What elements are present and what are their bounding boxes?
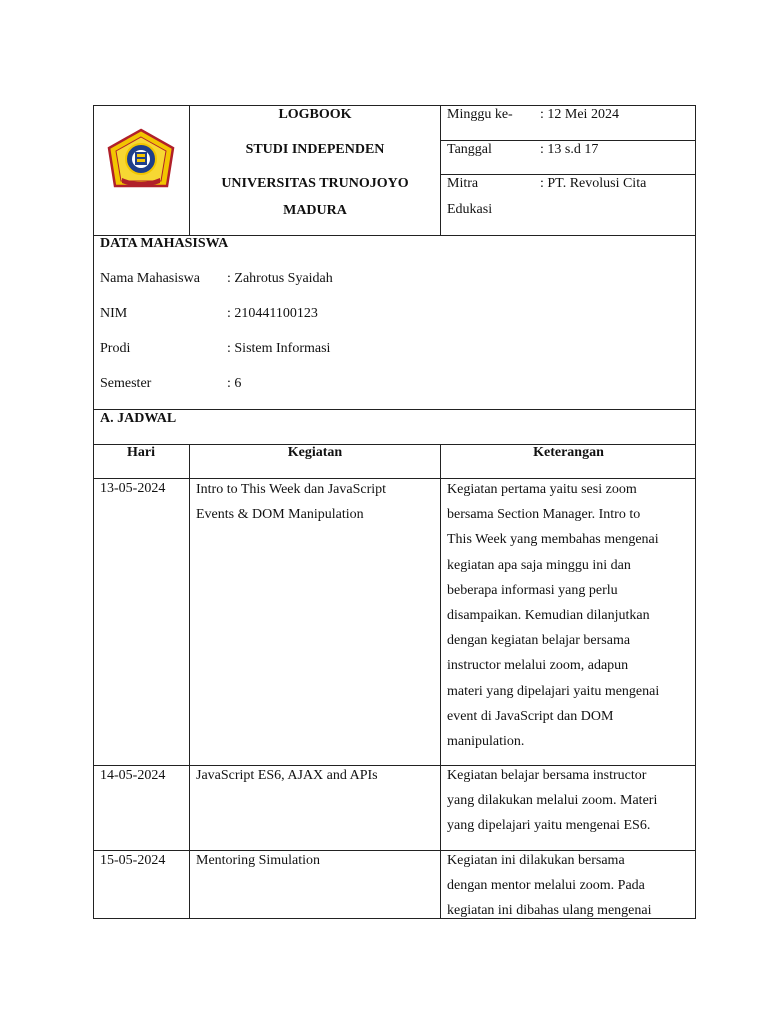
row-note (447, 763, 692, 839)
row-activity-line: Mentoring Simulation (196, 853, 321, 868)
week-value: : 12 Mei 2024 (540, 107, 619, 122)
column-header-hari: Hari (127, 445, 155, 460)
student-semester-label: Semester (100, 376, 152, 391)
row-activity-line: Intro to This Week dan JavaScript (196, 482, 387, 497)
schedule-section-title: A. JADWAL (100, 411, 177, 426)
divider (93, 409, 696, 410)
column-header-keterangan: Keterangan (533, 445, 604, 460)
header-subtitle: STUDI INDEPENDEN (245, 142, 385, 157)
row-note (447, 477, 692, 754)
university-logo (106, 128, 176, 194)
row-note-line: This Week yang membahas mengenai (447, 532, 659, 548)
header-title: LOGBOOK (278, 107, 352, 122)
header-university: UNIVERSITAS TRUNOJOYO (221, 176, 409, 191)
row-note-line: manipulation. (447, 734, 525, 750)
student-semester-value: : 6 (227, 376, 242, 391)
header-university-cont: MADURA (283, 203, 347, 218)
divider (440, 105, 441, 236)
row-note-line: dengan mentor melalui zoom. Pada (447, 878, 645, 894)
row-note-line: bersama Section Manager. Intro to (447, 507, 641, 523)
column-header-kegiatan: Kegiatan (287, 445, 343, 460)
date-label: Tanggal (447, 142, 492, 157)
student-prodi-value: : Sistem Informasi (227, 341, 331, 356)
student-name-label: Nama Mahasiswa (100, 271, 200, 286)
row-date: 14-05-2024 (100, 768, 166, 783)
row-note-line: event di JavaScript dan DOM (447, 708, 614, 724)
row-activity (196, 848, 438, 873)
row-activity (196, 477, 438, 527)
partner-label: Mitra (447, 176, 479, 191)
week-label: Minggu ke- (447, 107, 513, 122)
row-note-line: dengan kegiatan belajar bersama (447, 633, 631, 649)
row-note-line: Kegiatan ini dilakukan bersama (447, 853, 625, 868)
divider (189, 444, 190, 919)
student-section-title: DATA MAHASISWA (100, 236, 229, 251)
row-date: 13-05-2024 (100, 481, 166, 496)
row-activity-line: JavaScript ES6, AJAX and APIs (196, 768, 378, 783)
row-note-line: yang dilakukan melalui zoom. Materi (447, 793, 658, 809)
student-nim-value: : 210441100123 (227, 306, 318, 321)
row-note-line: kegiatan apa saja minggu ini dan (447, 557, 631, 573)
divider (440, 444, 441, 919)
row-note (447, 848, 692, 924)
row-activity (196, 763, 438, 788)
row-note-line: Kegiatan pertama yaitu sesi zoom (447, 482, 637, 497)
row-activity-line: Events & DOM Manipulation (196, 507, 364, 523)
date-value: : 13 s.d 17 (540, 142, 599, 157)
row-note-line: beberapa informasi yang perlu (447, 582, 618, 598)
student-name-value: : Zahrotus Syaidah (227, 271, 333, 286)
partner-value-cont: Edukasi (447, 202, 493, 217)
row-note-line: Kegiatan belajar bersama instructor (447, 768, 647, 783)
row-note-line: instructor melalui zoom, adapun (447, 658, 629, 674)
row-note-line: materi yang dipelajari yaitu mengenai (447, 683, 660, 699)
row-date: 15-05-2024 (100, 853, 166, 868)
row-note-line: disampaikan. Kemudian dilanjutkan (447, 608, 650, 624)
student-nim-label: NIM (100, 306, 128, 321)
row-note-line: yang dipelajari yaitu mengenai ES6. (447, 818, 651, 834)
row-note-line: kegiatan ini dibahas ulang mengenai (447, 903, 652, 919)
partner-value: : PT. Revolusi Cita (540, 176, 647, 191)
student-prodi-label: Prodi (100, 341, 131, 356)
